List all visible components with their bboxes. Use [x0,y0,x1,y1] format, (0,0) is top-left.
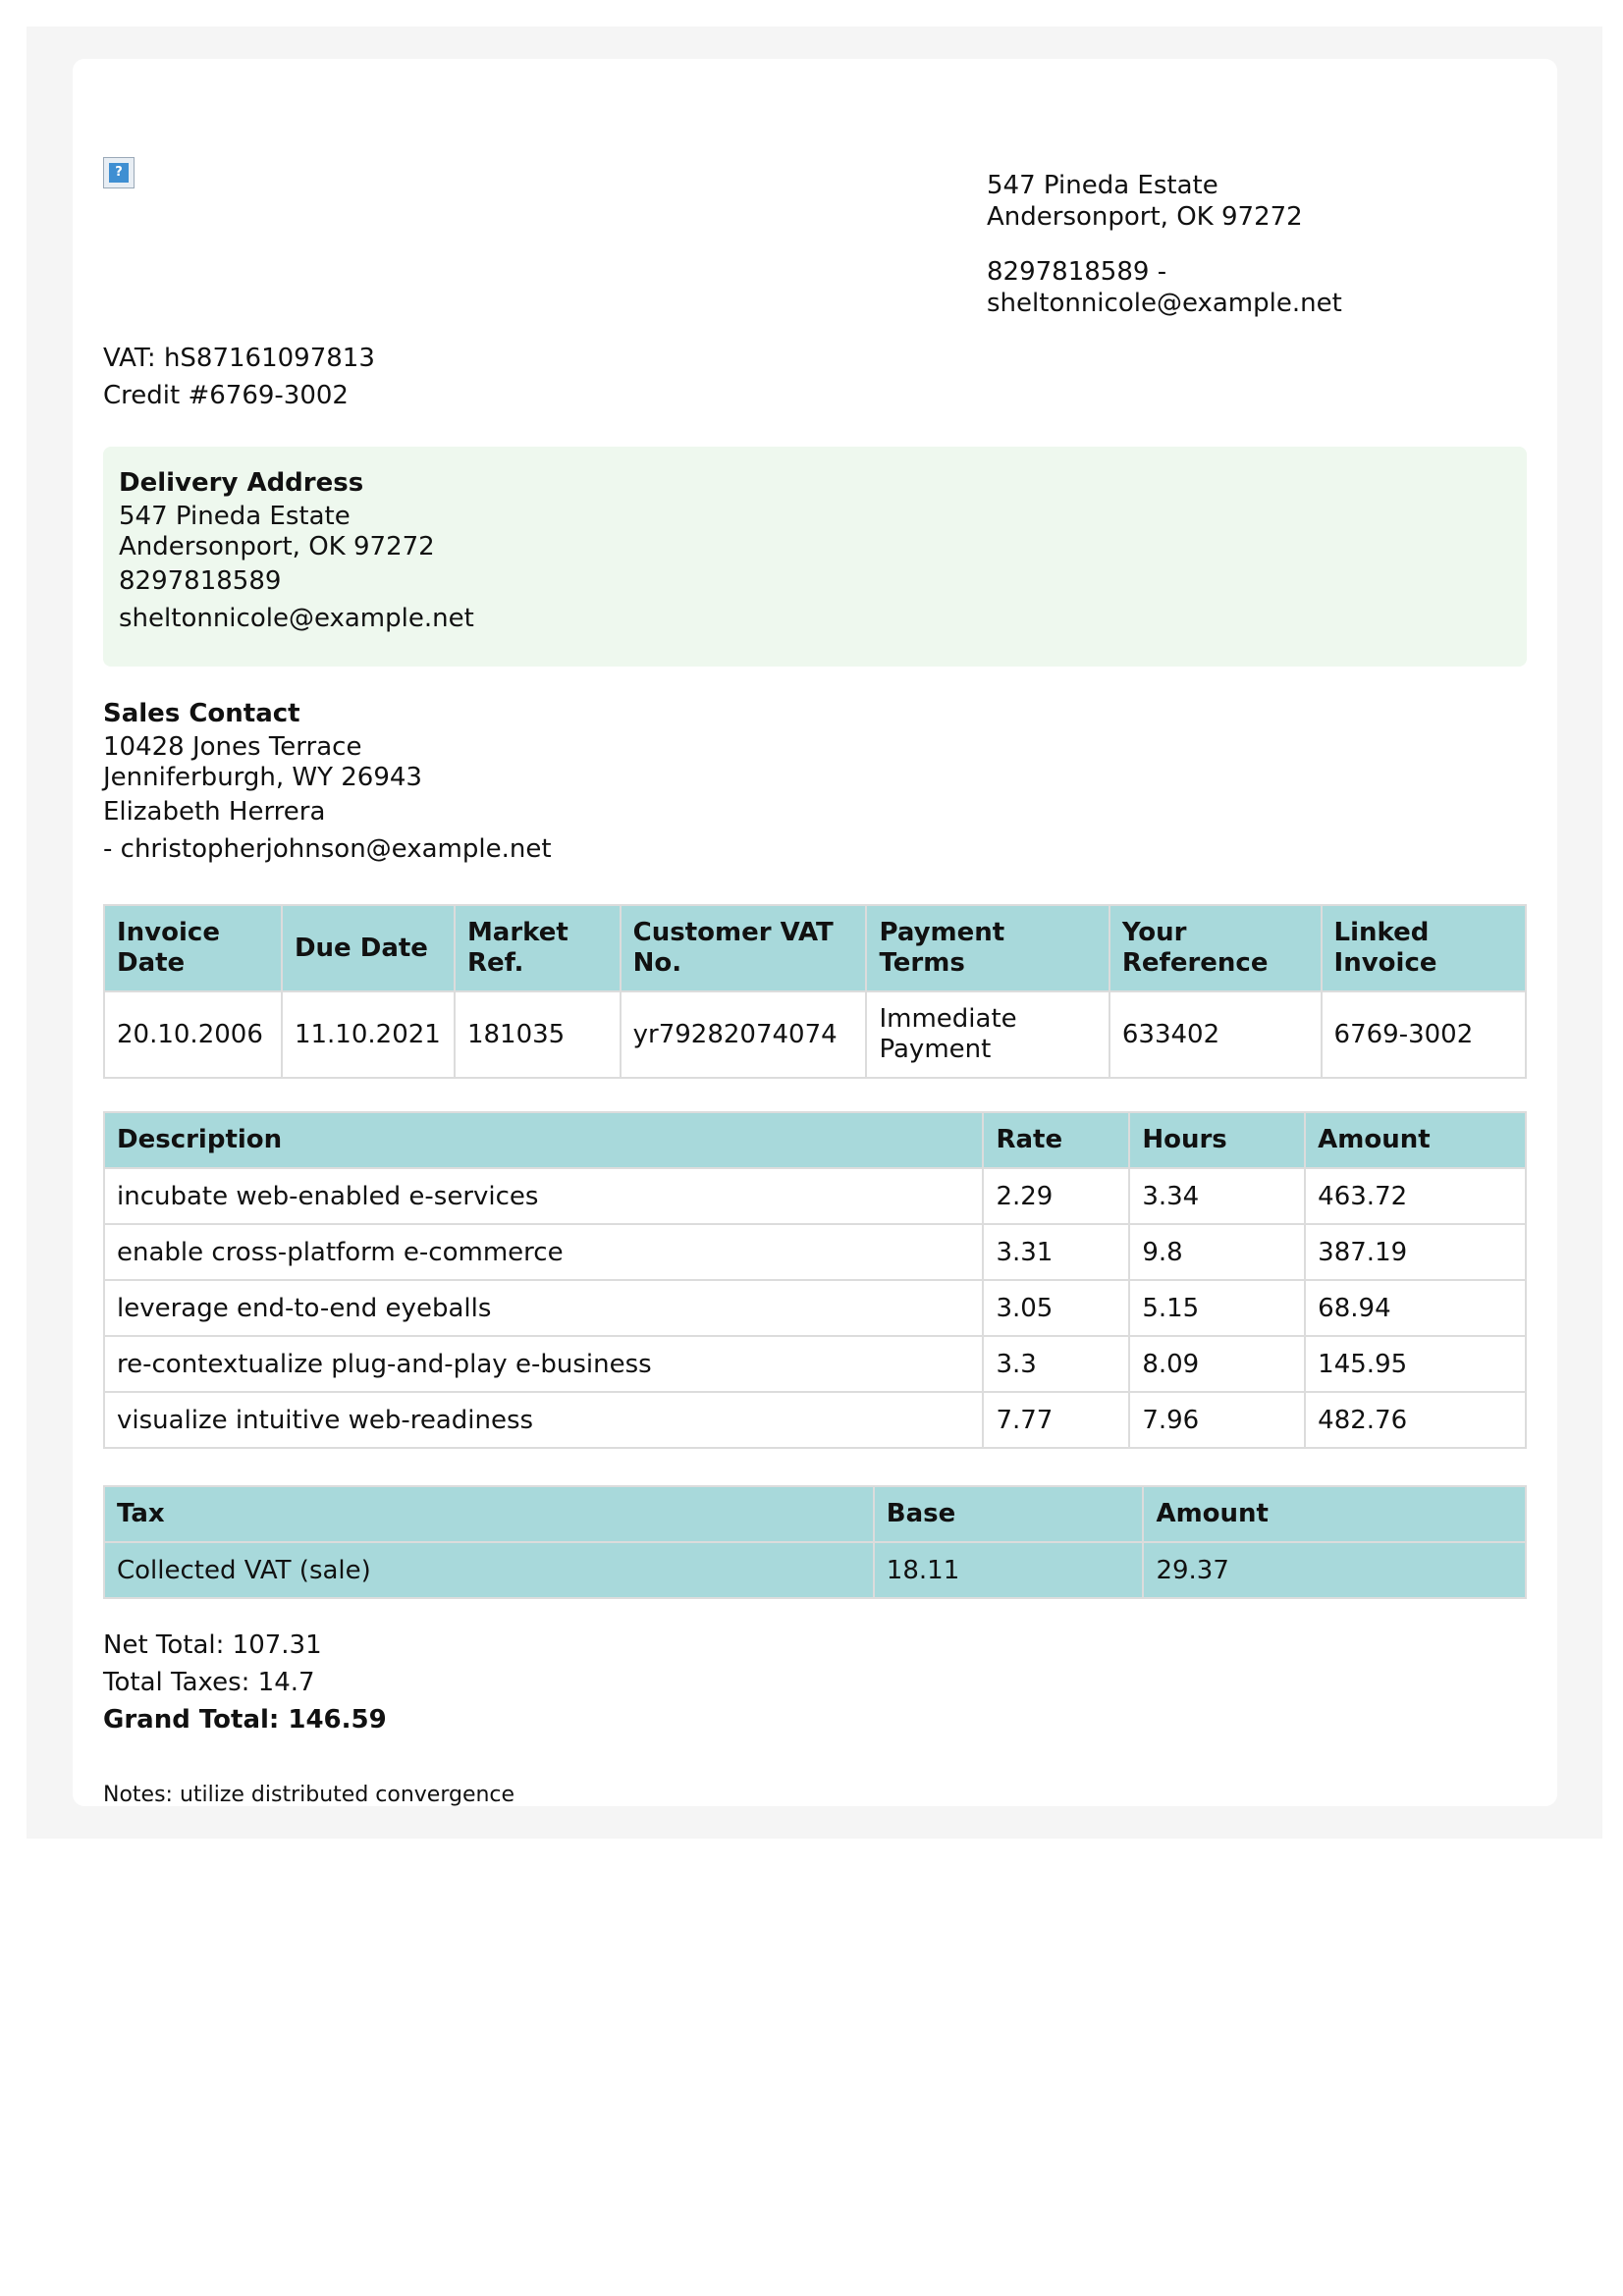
tax-base: 18.11 [874,1542,1144,1598]
item-description: enable cross-platform e-commerce [104,1224,983,1280]
tax-table [103,1485,1527,1599]
meta-header: Linked Invoice [1322,905,1526,991]
page-background [27,27,1602,1839]
table-row [104,1336,1526,1392]
delivery-email: sheltonnicole@example.net [119,604,474,633]
table-row [104,1392,1526,1448]
tax-header: Amount [1143,1486,1526,1542]
item-description: re-contextualize plug-and-play e-business [104,1336,983,1392]
company-email: sheltonnicole@example.net [987,289,1342,318]
sales-email: - christopherjohnson@example.net [103,834,552,864]
items-header: Amount [1305,1112,1526,1168]
totals-block [103,1627,387,1738]
contact-separator: - [1157,257,1167,287]
market-ref: 181035 [455,991,621,1078]
vat-number: VAT: hS87161097813 [103,344,375,373]
item-rate: 3.31 [983,1224,1129,1280]
item-rate: 7.77 [983,1392,1129,1448]
item-rate: 3.05 [983,1280,1129,1336]
due-date: 11.10.2021 [282,991,455,1078]
delivery-address-line2: Andersonport, OK 97272 [119,532,435,561]
items-header: Description [104,1112,983,1168]
meta-header: Invoice Date [104,905,282,991]
delivery-title: Delivery Address [119,468,364,498]
item-description: visualize intuitive web-readiness [104,1392,983,1448]
item-rate: 2.29 [983,1168,1129,1224]
company-address-line1: 547 Pineda Estate [987,171,1218,200]
item-hours: 9.8 [1129,1224,1305,1280]
your-reference: 633402 [1109,991,1322,1078]
sales-title: Sales Contact [103,699,300,728]
question-mark-icon: ? [109,163,129,183]
item-description: incubate web-enabled e-services [104,1168,983,1224]
item-rate: 3.3 [983,1336,1129,1392]
company-header [987,170,1527,319]
payment-terms: Immediate Payment [866,991,1109,1078]
meta-header-row [104,905,1526,991]
tax-header-row [104,1486,1526,1542]
invoice-card [73,59,1557,1806]
table-row [104,1224,1526,1280]
item-amount: 482.76 [1305,1392,1526,1448]
meta-header: Market Ref. [455,905,621,991]
total-taxes: Total Taxes: 14.7 [103,1668,315,1697]
item-amount: 68.94 [1305,1280,1526,1336]
invoice-date: 20.10.2006 [104,991,282,1078]
item-hours: 3.34 [1129,1168,1305,1224]
sales-address-line2: Jenniferburgh, WY 26943 [103,763,422,792]
company-contact [987,256,1527,319]
grand-total: Grand Total: 146.59 [103,1705,387,1735]
line-items-table [103,1111,1527,1449]
company-phone: 8297818589 [987,257,1150,287]
tax-header: Base [874,1486,1144,1542]
meta-header: Your Reference [1109,905,1322,991]
item-amount: 463.72 [1305,1168,1526,1224]
sales-contact [103,695,552,868]
net-total: Net Total: 107.31 [103,1630,322,1660]
meta-header: Due Date [282,905,455,991]
item-hours: 8.09 [1129,1336,1305,1392]
table-row [104,1280,1526,1336]
item-amount: 145.95 [1305,1336,1526,1392]
delivery-phone: 8297818589 [119,566,282,596]
meta-value-row [104,991,1526,1078]
item-amount: 387.19 [1305,1224,1526,1280]
meta-header: Payment Terms [866,905,1109,991]
sales-address-line1: 10428 Jones Terrace [103,732,362,762]
delivery-address-box [103,447,1527,667]
customer-vat: yr79282074074 [621,991,867,1078]
item-description: leverage end-to-end eyeballs [104,1280,983,1336]
tax-amount: 29.37 [1143,1542,1526,1598]
table-row [104,1168,1526,1224]
invoice-meta-table [103,904,1527,1079]
tax-header: Tax [104,1486,874,1542]
items-header: Rate [983,1112,1129,1168]
tax-name: Collected VAT (sale) [104,1542,874,1598]
broken-image-icon [103,157,135,188]
item-hours: 5.15 [1129,1280,1305,1336]
table-row [104,1542,1526,1598]
delivery-address-line1: 547 Pineda Estate [119,502,351,531]
items-header-row [104,1112,1526,1168]
notes: Notes: utilize distributed convergence [103,1783,515,1807]
company-address-line2: Andersonport, OK 97272 [987,202,1303,232]
items-header: Hours [1129,1112,1305,1168]
linked-invoice: 6769-3002 [1322,991,1526,1078]
credit-number: Credit #6769-3002 [103,381,349,410]
item-hours: 7.96 [1129,1392,1305,1448]
sales-name: Elizabeth Herrera [103,797,326,827]
meta-header: Customer VAT No. [621,905,867,991]
invoice-ids [103,340,375,414]
